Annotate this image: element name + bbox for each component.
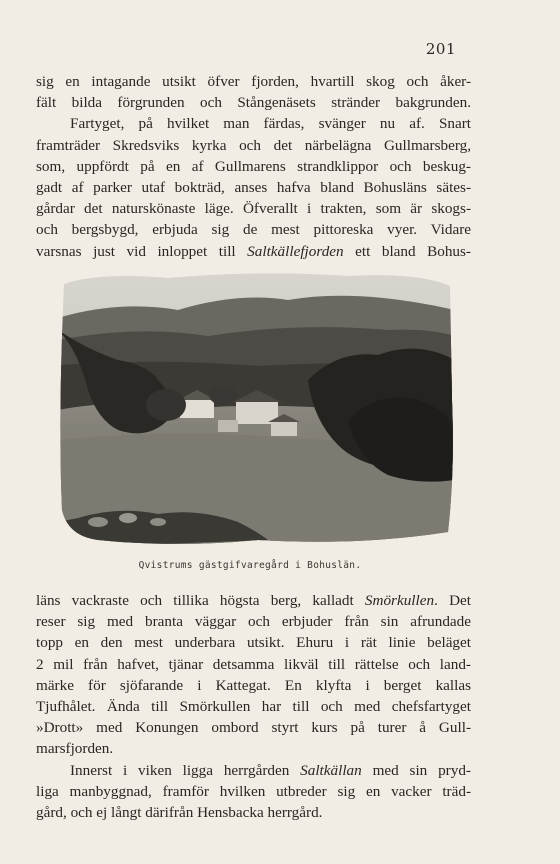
text-line [36,760,471,781]
text-line: »Drott» med Konungen ombord styrt kurs på turer å Gull- [36,719,471,737]
italic-place-name: Smörkullen [364,592,435,609]
text-line: reser sig med branta väggar och erbjuder från sin afrundade [36,613,471,631]
text-line: gård, och ej långt därifrån Hensbacka herrgård. [36,804,323,822]
text-line: topp en den mest underbara utsikt. Ehuru i rät linie beläget [36,634,471,652]
text-run: ett bland Bohus- [343,242,471,260]
text-line: märke för sjöfarande i Kattegat. En klyfta i berget kallas [36,676,471,694]
text-run: läns vackraste och tillika högsta berg, kalladt [36,592,365,609]
paragraph-top [36,71,471,262]
text-line: Fartyget, på hvilket man färdas, svänger nu af. Snart [70,115,471,133]
text-run: . Det [434,592,471,609]
page-number: 201 [425,40,456,58]
text-line: 2 mil från hafvet, tjänar detsamma likväl till rättelse och land- [36,655,471,673]
text-line: gårdar det naturskönaste läge. Öfverallt i trakten, som är skogs- [36,200,471,218]
italic-place-name: Saltkällan [300,761,362,779]
text-line: Tjufhålet. Ända till Smörkullen har till och med chefsfartyget [36,698,471,716]
text-line: framträder Skredsviks kyrka och det närbelägna Gullmarsberg, [36,136,471,154]
text-line: sig en intagande utsikt öfver fjorden, hvartill skog och åker- [36,73,471,90]
text-line: liga manbyggnad, framför hvilken utbreder sig en vacker träd- [36,782,471,800]
paragraph-bottom [36,590,471,823]
text-line [36,590,471,611]
landscape-photograph [58,270,455,548]
italic-place-name: Saltkällefjorden [247,242,344,260]
text-line: som, uppfördt på en af Gullmarens strandklippor och beskug- [36,157,471,175]
text-run: med sin pryd- [361,761,471,779]
text-run: varsnas just vid inloppet till [36,242,248,260]
text-run: Innerst i viken ligga herrgården [70,761,301,779]
text-line: marsfjorden. [36,740,114,758]
figure-caption: Qvistrums gästgifvaregård i Bohuslän. [138,560,362,571]
text-line [36,241,471,262]
text-line: fält bilda förgrunden och Stångenäsets stränder bakgrunden. [36,94,471,112]
text-line: och bergsbygd, erbjuda sig de mest pittoreska vyer. Vidare [36,221,471,239]
text-line: gadt af parker utaf bokträd, anses hafva bland Bohusläns sätes- [36,179,471,197]
